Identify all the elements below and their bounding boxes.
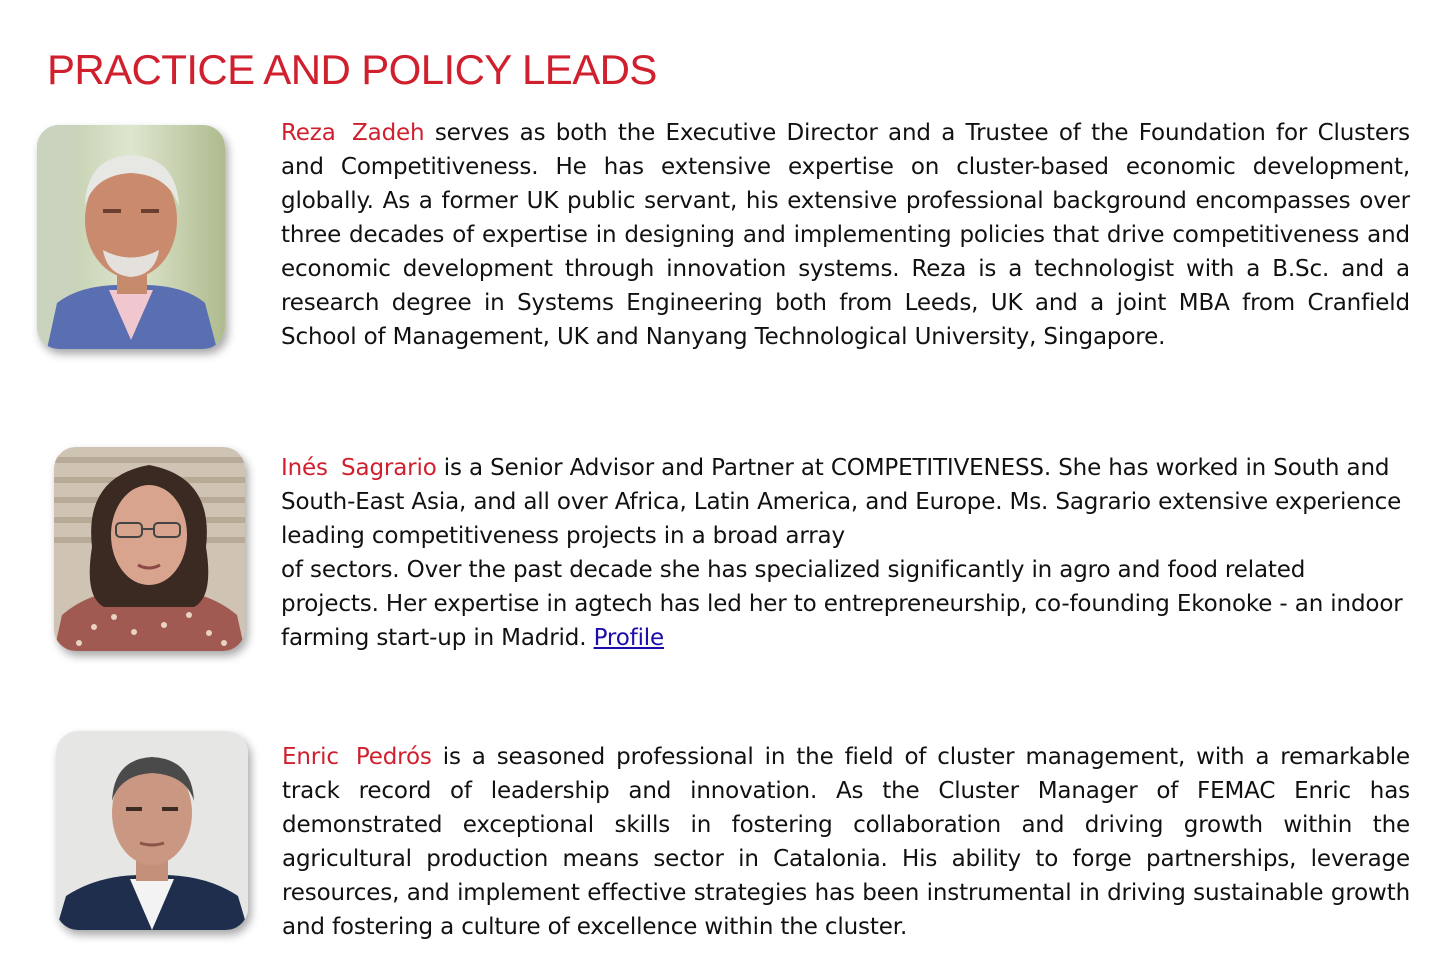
bio-text-ines-sagrario-part2: of sectors. Over the past decade she has specialized significantly in agro and food related projects. Her expertise in agtech has led her to entrepreneurship, co-founding Ekonoke - an indoor farming start-up in Madrid.	[281, 557, 1403, 651]
profile-link[interactable]: Profile	[593, 625, 665, 651]
bio-ines-sagrario	[281, 451, 1406, 655]
bio-text-ines-sagrario-part1: is a Senior Advisor and Partner at COMPETITIVENESS. She has worked in South and South-East Asia, and all over Africa, Latin America, and Europe. Ms. Sagrario extensive experience leading competitiveness projects in a broad array	[281, 455, 1402, 549]
bio-text-enric-pedros: is a seasoned professional in the field of cluster management, with a remarkable track record of leadership and innovation. As the Cluster Manager of FEMAC Enric has demonstrated exceptional skills in fostering collaboration and driving growth within the agricultural production means sector in Catalonia. His ability to forge partnerships, leverage resources, and implement effective strategies has been instrumental in driving sustainable growth and fostering a culture of excellence within the cluster.	[282, 744, 1410, 940]
profile-photo-enric-pedros	[56, 731, 248, 930]
profile-photo-ines-sagrario	[54, 447, 245, 651]
bio-enric-pedros	[282, 740, 1410, 944]
profile-photo-reza-zadeh	[37, 125, 225, 349]
bio-reza-zadeh	[281, 116, 1410, 354]
name-enric-pedros: Enric Pedrós	[282, 744, 432, 770]
name-reza-zadeh: Reza Zadeh	[281, 120, 425, 146]
name-ines-sagrario: Inés Sagrario	[281, 455, 437, 481]
bio-text-reza-zadeh: serves as both the Executive Director and a Trustee of the Foundation for Clusters and Competitiveness. He has extensive expertise on cluster-based economic development, globally. As a former UK public servant, his extensive professional background encompasses over three decades of expertise in designing and implementing policies that drive competitiveness and economic development through innovation systems. Reza is a technologist with a B.Sc. and a research degree in Systems Engineering both from Leeds, UK and a joint MBA from Cranfield School of Management, UK and Nanyang Technological University, Singapore.	[281, 120, 1410, 350]
page-title: PRACTICE AND POLICY LEADS	[47, 46, 657, 93]
